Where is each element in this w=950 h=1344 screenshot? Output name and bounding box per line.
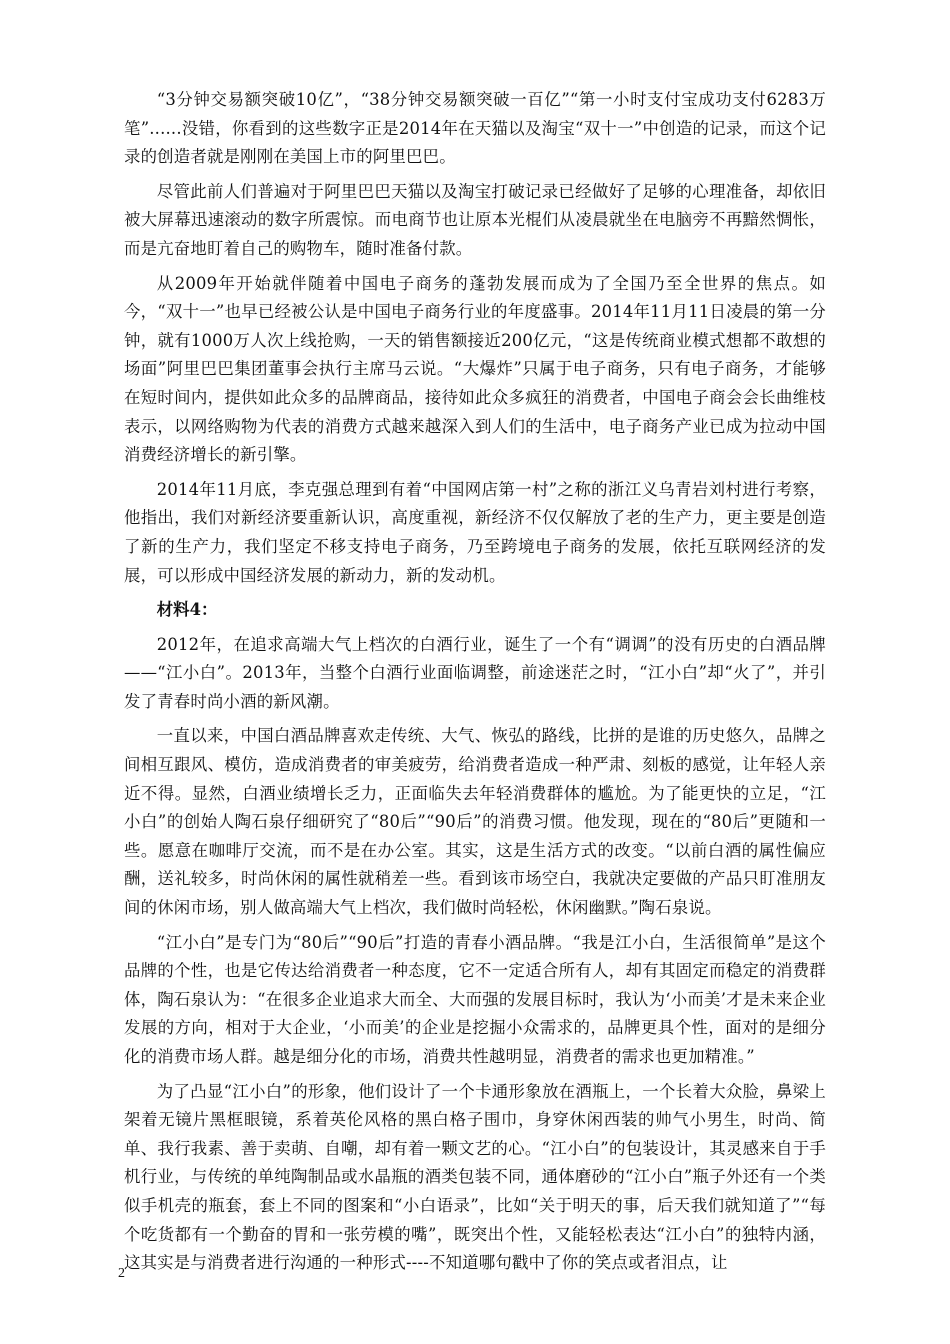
paragraph: 为了凸显“江小白”的形象，他们设计了一个卡通形象放在酒瓶上，一个长着大众脸，鼻梁上架着无镜片黑框眼镜，系着英伦风格的黑白格子围巾，身穿休闲西装的帅气小男生，时尚、简单、我行我素、善于卖萌、自嘲，却有着一颗文艺的心。“江小白”的包装设计，其灵感来自于手机行业，与传统的单纯陶制品或水晶瓶的酒类包装不同，通体磨砂的“江小白”瓶子外还有一个类似手机壳的瓶套，套上不同的图案和“小白语录”，比如“关于明天的事，后天我们就知道了”“每个吃货都有一个勤奋的胃和一张劳模的嘴”，既突出个性，又能轻松表达“江小白”的独特内涵，这其实是与消费者进行沟通的一种形式----不知道哪句戳中了你的笑点或者泪点，让	[124, 1081, 826, 1273]
document-body	[124, 86, 826, 1284]
paragraph: “江小白”是专门为“80后”“90后”打造的青春小酒品牌。“我是江小白，生活很简单”是这个品牌的个性，也是它传达给消费者一种态度，它不一定适合所有人，却有其固定而稳定的消费群体，陶石泉认为：“在很多企业追求大而全、大而强的发展目标时，我认为‘小而美’才是未来企业发展的方向，相对于大企业，‘小而美’的企业是挖掘小众需求的，品牌更具个性，面对的是细分化的消费市场人群。越是细分化的市场，消费共性越明显，消费者的需求也更加精准。”	[124, 932, 826, 1066]
paragraph: 从2009年开始就伴随着中国电子商务的蓬勃发展而成为了全国乃至全世界的焦点。如今，“双十一”也早已经被公认是中国电子商务行业的年度盛事。2014年11月11日凌晨的第一分钟，就有1000万人次上线抢购，一天的销售额接近200亿元，“这是传统商业模式想都不敢想的场面”阿里巴巴集团董事会执行主席马云说。“大爆炸”只属于电子商务，只有电子商务，才能够在短时间内，提供如此众多的品牌商品，接待如此众多疯狂的消费者，中国电子商会会长曲维枝表示，以网络购物为代表的消费方式越来越深入到人们的生活中，电子商务产业已成为拉动中国消费经济增长的新引擎。	[124, 273, 826, 465]
paragraph: 2014年11月底，李克强总理到有着“中国网店第一村”之称的浙江义乌青岩刘村进行考察，他指出，我们对新经济要重新认识，高度重视，新经济不仅仅解放了老的生产力，更主要是创造了新的生产力，我们坚定不移支持电子商务，乃至跨境电子商务的发展，依托互联网经济的发展，可以形成中国经济发展的新动力，新的发动机。	[124, 479, 826, 585]
paragraph: 尽管此前人们普遍对于阿里巴巴天猫以及淘宝打破记录已经做好了足够的心理准备，却依旧被大屏幕迅速滚动的数字所震惊。而电商节也让原本光棍们从凌晨就坐在电脑旁不再黯然惆怅，而是亢奋地盯着自己的购物车，随时准备付款。	[124, 181, 826, 258]
paragraph: 一直以来，中国白酒品牌喜欢走传统、大气、恢弘的路线，比拼的是谁的历史悠久，品牌之间相互跟风、模仿，造成消费者的审美疲劳，给消费者造成一种严肃、刻板的感觉，让年轻人亲近不得。显然，白酒业绩增长乏力，正面临失去年轻消费群体的尴尬。为了能更快的立足，“江小白”的创始人陶石泉仔细研究了“80后”“90后”的消费习惯。他发现，现在的“80后”更随和一些。愿意在咖啡厅交流，而不是在办公室。其实，这是生活方式的改变。“以前白酒的属性偏应酬，送礼较多，时尚休闲的属性就稍差一些。看到该市场空白，我就决定要做的产品只盯准朋友间的休闲市场，别人做高端大气上档次，我们做时尚轻松，休闲幽默。”陶石泉说。	[124, 726, 826, 918]
page-number: 2	[118, 1266, 125, 1281]
paragraph: 2012年，在追求高端大气上档次的白酒行业，诞生了一个有“调调”的没有历史的白酒品牌——“江小白”。2013年，当整个白酒行业面临调整，前途迷茫之时，“江小白”却“火了”，并引发了青春时尚小酒的新风潮。	[124, 634, 826, 711]
paragraph: “3分钟交易额突破10亿”，“38分钟交易额突破一百亿”“第一小时支付宝成功支付6283万笔”......没错，你看到的这些数字正是2014年在天猫以及淘宝“双十一”中创造的记录，而这个记录的创造者就是刚刚在美国上市的阿里巴巴。	[124, 90, 826, 167]
section-heading: 材料4：	[156, 600, 218, 620]
